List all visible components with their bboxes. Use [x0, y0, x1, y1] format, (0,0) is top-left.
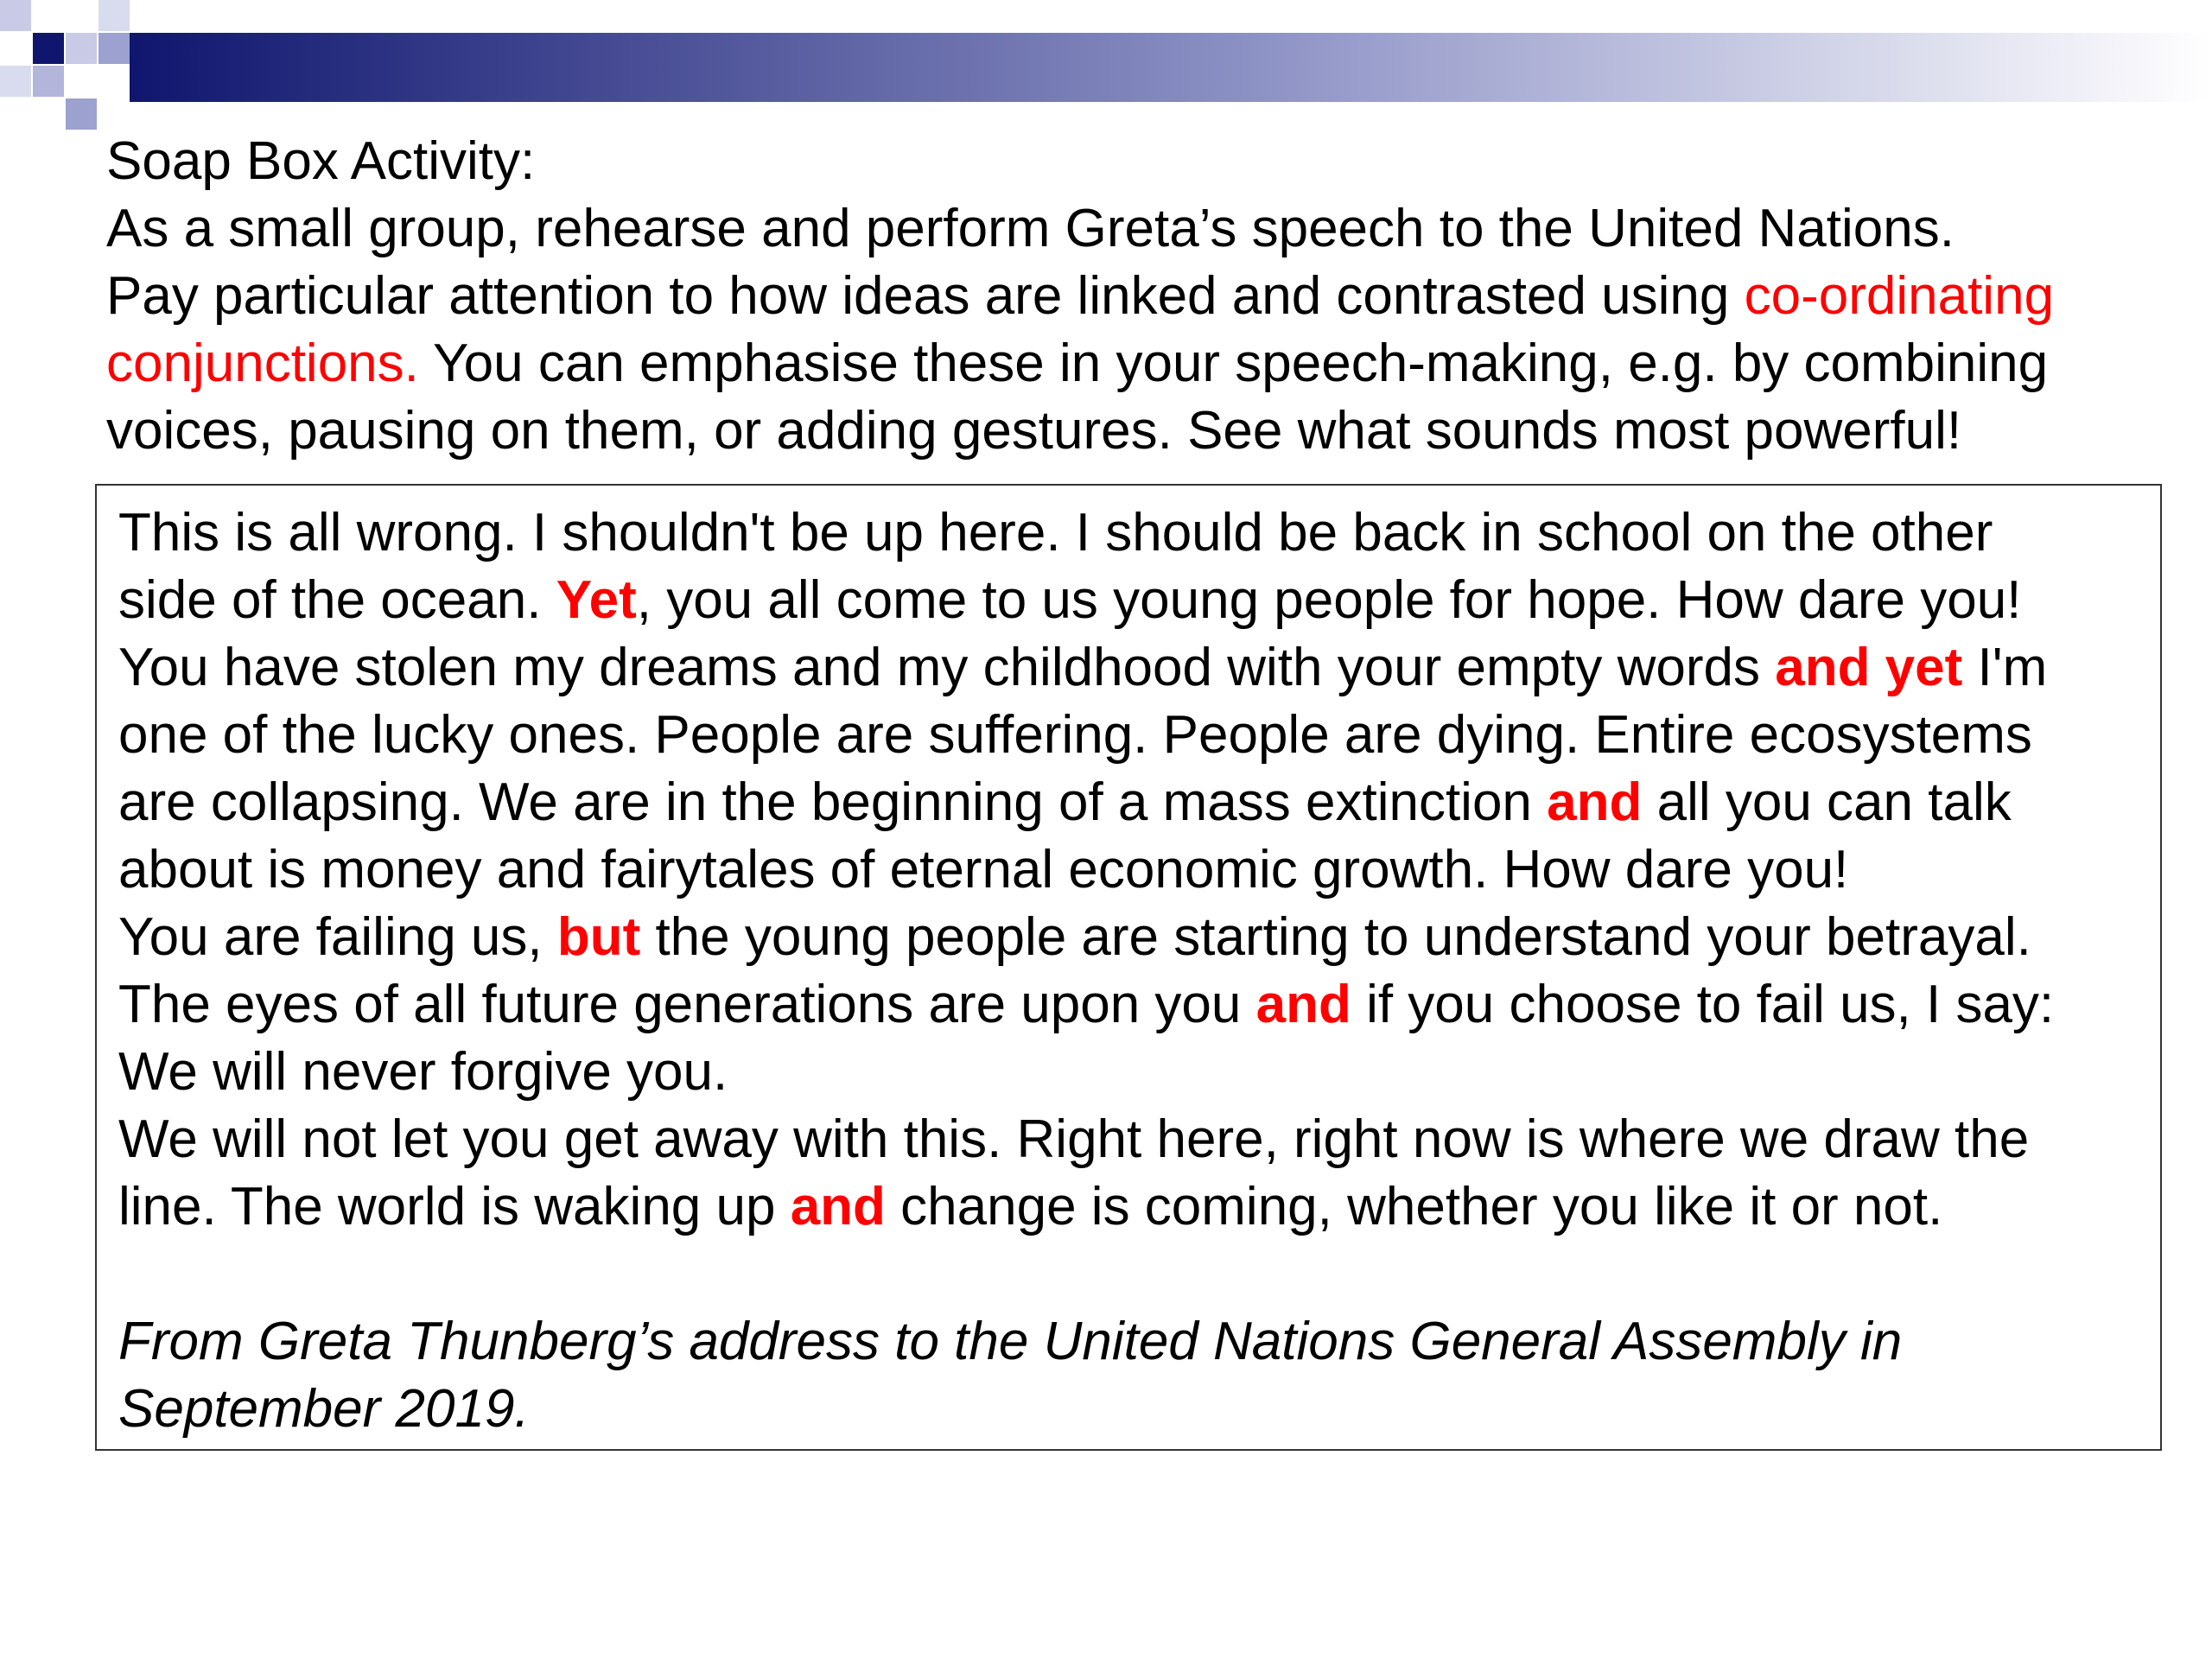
speech-line: are collapsing. We are in the beginning of a mass extinction and all you can talk [118, 772, 2012, 832]
speech-line: about is money and fairytales of eternal economic growth. How dare you! [118, 840, 1849, 899]
instruction-line-4: conjunctions. You can emphasise these in your speech-making, e.g. by combining [106, 334, 2049, 393]
conjunction-and-yet: and yet [1775, 638, 1963, 697]
deco-square-light-3 [99, 0, 130, 31]
speech-line: one of the lucky ones. People are suffering. People are dying. Entire ecosystems [118, 705, 2032, 765]
deco-square-light-1 [0, 0, 31, 31]
header-gradient-band [130, 33, 2212, 102]
speech-source-line-2: September 2019. [118, 1379, 530, 1439]
speech-line: We will never forgive you. [118, 1042, 728, 1102]
speech-line: This is all wrong. I shouldn't be up here. I should be back in school on the other [118, 503, 1993, 563]
activity-instructions [106, 128, 2163, 465]
blank-line [118, 1241, 2158, 1308]
conjunction-but: but [556, 907, 641, 967]
speech-line: You are failing us, but the young people are starting to understand your betrayal. [118, 907, 2031, 967]
deco-square-mid-3 [66, 99, 97, 130]
speech-line: line. The world is waking up and change is coming, whether you like it or not. [118, 1177, 1943, 1236]
header-decoration [0, 0, 2212, 138]
speech-line: side of the ocean. Yet, you all come to us young people for hope. How dare you! [118, 570, 2022, 630]
speech-line: The eyes of all future generations are upon you and if you choose to fail us, I say: [118, 975, 2055, 1034]
deco-square-mid-1 [99, 33, 130, 64]
deco-square-navy [33, 33, 64, 64]
speech-text [118, 499, 2158, 1443]
conjunction-and: and [1255, 975, 1351, 1034]
conjunction-yet: Yet [556, 570, 637, 630]
activity-title: Soap Box Activity: [106, 131, 536, 191]
instruction-line-5: voices, pausing on them, or adding gestures. See what sounds most powerful! [106, 401, 1962, 461]
speech-line: We will not let you get away with this. Right here, right now is where we draw the [118, 1109, 2030, 1169]
instruction-line-3: Pay particular attention to how ideas are linked and contrasted using co-ordinating [106, 266, 2055, 326]
highlight-conjunctions: conjunctions. [106, 334, 419, 393]
deco-square-light-2 [66, 33, 97, 64]
instruction-line-2: As a small group, rehearse and perform Greta’s speech to the United Nations. [106, 199, 1955, 258]
conjunction-and: and [1547, 772, 1643, 832]
highlight-coordinating: co-ordinating [1744, 266, 2055, 326]
speech-source-line-1: From Greta Thunberg’s address to the United Nations General Assembly in [118, 1312, 1903, 1371]
conjunction-and: and [790, 1177, 886, 1236]
speech-line: You have stolen my dreams and my childhood with your empty words and yet I'm [118, 638, 2048, 697]
deco-square-mid-2 [33, 66, 64, 97]
deco-square-light-4 [0, 66, 31, 97]
